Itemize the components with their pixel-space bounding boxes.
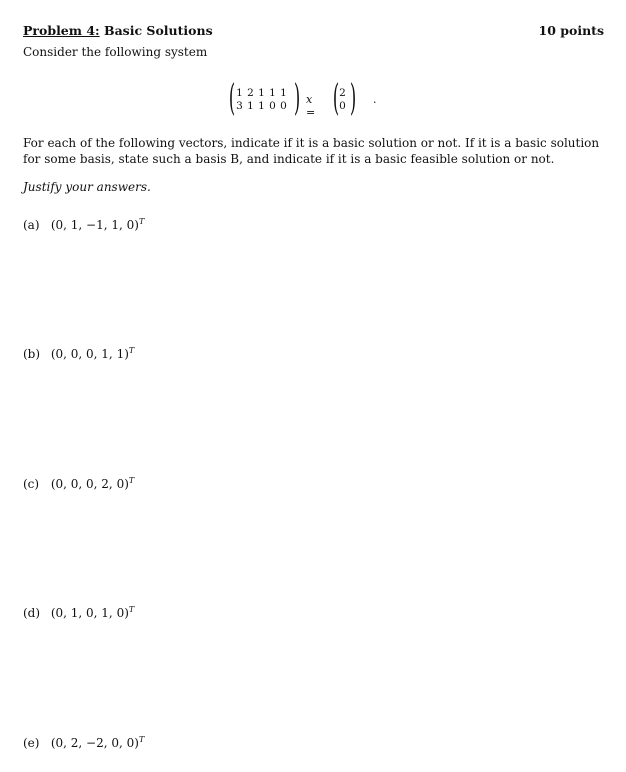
question-item-a [23, 217, 144, 232]
transpose-mark: T [128, 476, 135, 485]
matrix-cell: 1 [247, 100, 254, 112]
item-vector: (0, 1, −1, 1, 0) [50, 218, 139, 232]
rhs-vector [337, 87, 348, 113]
transpose-mark: T [138, 217, 145, 226]
instructions-paragraph: For each of the following vectors, indicate if it is a basic solution or not. If it is a basic solution for some basis, state such a basis B, and indicate if it is a basic feasible solution or not. [23, 136, 600, 166]
problem-header [23, 23, 604, 41]
matrix-cell: 0 [280, 100, 287, 112]
question-item-d [23, 605, 134, 620]
rhs-row [337, 87, 348, 100]
item-vector: (0, 1, 0, 1, 0) [50, 606, 129, 620]
item-label: (b) [23, 347, 41, 361]
matrix-cell: 1 [269, 87, 276, 99]
intro-text: Consider the following system [23, 45, 208, 59]
matrix-right-paren: ) [293, 78, 301, 119]
justify-note: Justify your answers. [23, 180, 151, 194]
item-vector: (0, 0, 0, 2, 0) [50, 477, 129, 491]
points-label: 10 points [538, 23, 604, 38]
transpose-mark: T [128, 605, 135, 614]
question-item-c [23, 476, 134, 491]
transpose-mark: T [138, 735, 145, 744]
matrix-row [234, 87, 289, 100]
equation-period: . [373, 93, 377, 106]
item-label: (d) [23, 606, 41, 620]
item-vector: (0, 2, −2, 0, 0) [50, 736, 139, 750]
problem-title [23, 23, 213, 38]
matrix-cell: 1 [236, 87, 243, 99]
matrix-cell: 3 [236, 100, 243, 112]
problem-label: Problem 4: [23, 23, 100, 38]
item-vector: (0, 0, 0, 1, 1) [50, 347, 129, 361]
question-item-e [23, 735, 144, 750]
item-label: (c) [23, 477, 40, 491]
rhs-cell: 2 [339, 87, 346, 99]
matrix-row [234, 100, 289, 113]
matrix-cell: 1 [258, 100, 265, 112]
rhs-row [337, 100, 348, 113]
matrix-cell: 1 [258, 87, 265, 99]
item-label: (e) [23, 736, 40, 750]
rhs-left-paren: ( [332, 78, 340, 119]
problem-title-text: Basic Solutions [104, 23, 213, 38]
transpose-mark: T [128, 346, 135, 355]
matrix-cell: 0 [269, 100, 276, 112]
rhs-cell: 0 [339, 100, 346, 112]
coefficient-matrix [234, 87, 289, 113]
matrix-cell: 1 [280, 87, 287, 99]
item-label: (a) [23, 218, 40, 232]
matrix-cell: 2 [247, 87, 254, 99]
variable-equals: x = [306, 93, 316, 119]
rhs-right-paren: ) [349, 78, 357, 119]
question-item-b [23, 346, 134, 361]
matrix-left-paren: ( [228, 78, 236, 119]
